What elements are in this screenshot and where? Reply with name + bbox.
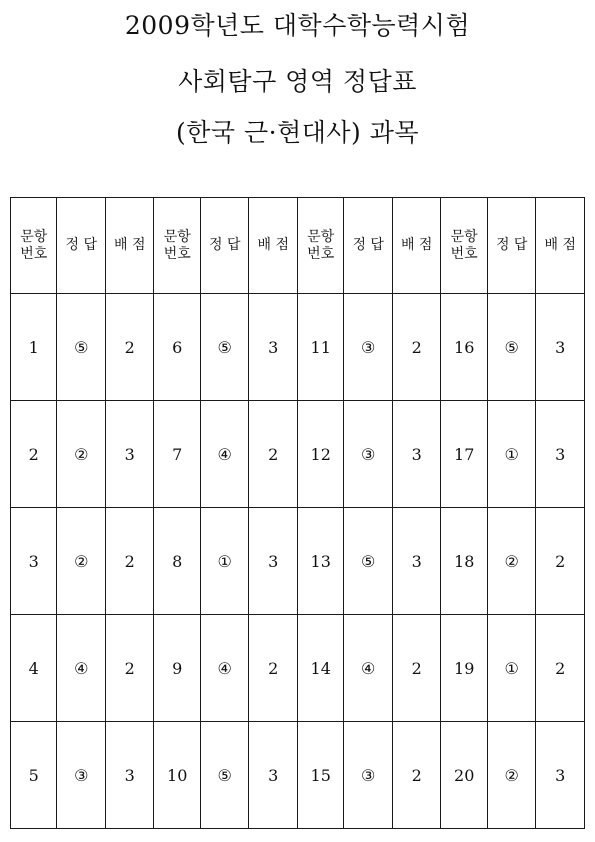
answer-cell: ① xyxy=(487,401,536,508)
answer-cell: ③ xyxy=(57,722,106,829)
answer-cell: ③ xyxy=(344,294,393,401)
points-cell: 2 xyxy=(105,294,154,401)
points-cell: 3 xyxy=(536,722,585,829)
points-cell: 3 xyxy=(392,401,441,508)
table-row xyxy=(11,508,585,615)
question-number: 3 xyxy=(11,508,57,615)
question-number: 15 xyxy=(297,722,343,829)
points-cell: 2 xyxy=(536,615,585,722)
question-number: 12 xyxy=(297,401,343,508)
answer-cell: ② xyxy=(487,508,536,615)
question-number: 6 xyxy=(154,294,200,401)
answer-cell: ④ xyxy=(200,615,249,722)
answer-cell: ④ xyxy=(344,615,393,722)
points-cell: 3 xyxy=(105,401,154,508)
answer-cell: ① xyxy=(487,615,536,722)
question-number: 16 xyxy=(441,294,487,401)
question-number-header: 문항 번호 xyxy=(11,198,57,294)
points-header: 배 점 xyxy=(392,198,441,294)
points-cell: 3 xyxy=(249,508,298,615)
question-number: 5 xyxy=(11,722,57,829)
answer-key-title: 사회탐구 영역 정답표 xyxy=(178,67,417,96)
question-number-header: 문항 번호 xyxy=(441,198,487,294)
points-cell: 2 xyxy=(392,615,441,722)
points-header: 배 점 xyxy=(249,198,298,294)
answer-cell: ③ xyxy=(344,401,393,508)
exam-title: 2009학년도 대학수학능력시험 xyxy=(124,11,471,40)
points-header: 배 점 xyxy=(536,198,585,294)
question-number: 1 xyxy=(11,294,57,401)
table-row xyxy=(11,722,585,829)
answer-cell: ① xyxy=(200,508,249,615)
points-cell: 3 xyxy=(249,294,298,401)
question-number: 10 xyxy=(154,722,200,829)
points-cell: 2 xyxy=(392,294,441,401)
answer-cell: ⑤ xyxy=(344,508,393,615)
points-cell: 3 xyxy=(536,401,585,508)
points-cell: 3 xyxy=(249,722,298,829)
points-cell: 2 xyxy=(392,722,441,829)
points-cell: 2 xyxy=(249,615,298,722)
points-cell: 3 xyxy=(105,722,154,829)
answer-cell: ⑤ xyxy=(200,294,249,401)
answer-header: 정 답 xyxy=(487,198,536,294)
table-row xyxy=(11,615,585,722)
question-number: 19 xyxy=(441,615,487,722)
question-number: 13 xyxy=(297,508,343,615)
answer-cell: ⑤ xyxy=(487,294,536,401)
points-cell: 3 xyxy=(392,508,441,615)
answer-cell: ③ xyxy=(344,722,393,829)
answer-header: 정 답 xyxy=(200,198,249,294)
answer-cell: ④ xyxy=(200,401,249,508)
question-number: 20 xyxy=(441,722,487,829)
points-cell: 2 xyxy=(105,615,154,722)
subject-title: (한국 근·현대사) 과목 xyxy=(175,118,420,147)
points-cell: 2 xyxy=(249,401,298,508)
question-number: 18 xyxy=(441,508,487,615)
points-cell: 2 xyxy=(105,508,154,615)
answer-header: 정 답 xyxy=(344,198,393,294)
question-number: 11 xyxy=(297,294,343,401)
header-row xyxy=(11,198,585,294)
question-number-header: 문항 번호 xyxy=(154,198,200,294)
question-number: 9 xyxy=(154,615,200,722)
question-number: 4 xyxy=(11,615,57,722)
table-row xyxy=(11,401,585,508)
answer-header: 정 답 xyxy=(57,198,106,294)
question-number: 17 xyxy=(441,401,487,508)
points-cell: 2 xyxy=(536,508,585,615)
answer-cell: ④ xyxy=(57,615,106,722)
table-row xyxy=(11,294,585,401)
answer-cell: ② xyxy=(487,722,536,829)
points-header: 배 점 xyxy=(105,198,154,294)
answer-cell: ⑤ xyxy=(200,722,249,829)
question-number-header: 문항 번호 xyxy=(297,198,343,294)
answer-cell: ② xyxy=(57,401,106,508)
question-number: 14 xyxy=(297,615,343,722)
answer-table xyxy=(10,197,585,829)
points-cell: 3 xyxy=(536,294,585,401)
question-number: 8 xyxy=(154,508,200,615)
answer-cell: ⑤ xyxy=(57,294,106,401)
question-number: 2 xyxy=(11,401,57,508)
question-number: 7 xyxy=(154,401,200,508)
answer-cell: ② xyxy=(57,508,106,615)
